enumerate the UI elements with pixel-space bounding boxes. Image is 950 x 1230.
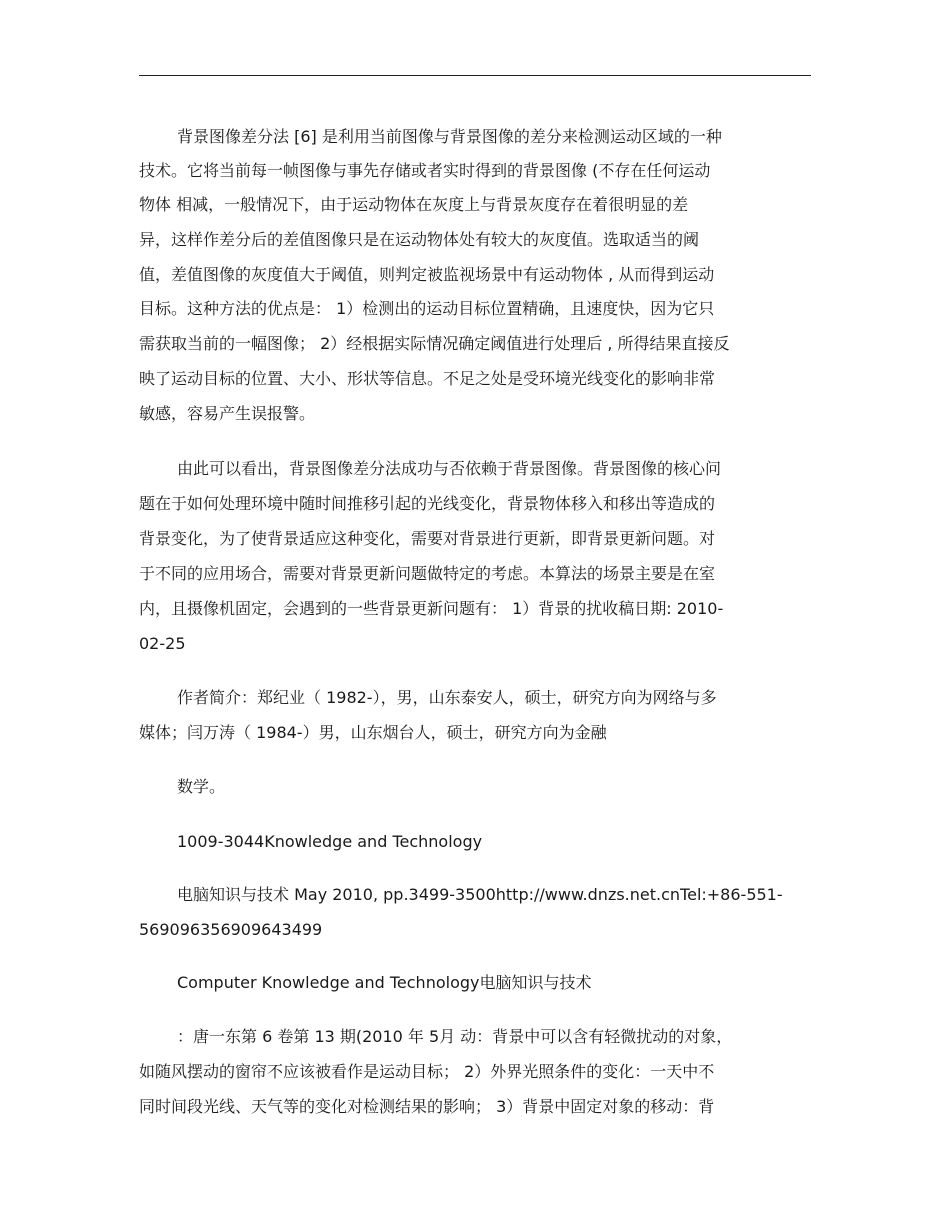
text-line: 同时间段光线、天气等的变化对检测结果的影响； 3）背景中固定对象的移动：背 bbox=[139, 1097, 715, 1116]
text-line: 需获取当前的一幅图像； 2）经根据实际情况确定阈值进行处理后 , 所得结果直接反 bbox=[139, 334, 730, 353]
text-line: 异，这样作差分后的差值图像只是在运动物体处有较大的灰度值。选取适当的阈 bbox=[139, 230, 700, 249]
text-line: 映了运动目标的位置、大小、形状等信息。不足之处是受环境光线变化的影响非常 bbox=[139, 369, 716, 388]
text-line: 目标。这种方法的优点是： 1）检测出的运动目标位置精确，且速度快，因为它只 bbox=[139, 299, 715, 318]
text-line: 由此可以看出，背景图像差分法成功与否依赖于背景图像。背景图像的核心问 bbox=[177, 459, 722, 478]
text-line: 物体 相减，一般情况下，由于运动物体在灰度上与背景灰度存在着很明显的差 bbox=[139, 195, 689, 214]
text-line: 02-25 bbox=[139, 634, 186, 653]
text-line: 背景图像差分法 [6] 是利用当前图像与背景图像的差分来检测运动区域的一种 bbox=[177, 127, 722, 146]
header-rule bbox=[139, 75, 811, 76]
text-line: 如随风摆动的窗帘不应该被看作是运动目标； 2）外界光照条件的变化：一天中不 bbox=[139, 1062, 715, 1081]
journal-info-line: 电脑知识与技术 May 2010, pp.3499-3500http://www.dnzs.net.cnTel:+86-551- bbox=[177, 885, 783, 904]
text-line: 数学。 bbox=[177, 777, 226, 796]
journal-info-line: 56909635690964349​9 bbox=[139, 920, 323, 939]
text-line: 背景变化，为了使背景适应这种变化，需要对背景进行更新，即背景更新问题。对 bbox=[139, 529, 716, 548]
text-line: 于不同的应用场合，需要对背景更新问题做特定的考虑。本算法的场景主要是在室 bbox=[139, 564, 716, 583]
text-line: 题在于如何处理环境中随时间推移引起的光线变化，背景物体移入和移出等造成的 bbox=[139, 494, 716, 513]
author-bio-line: 媒体；闫万涛（ 1984-）男，山东烟台人，硕士，研究方向为金融 bbox=[139, 723, 607, 742]
text-line: 敏感，容易产生误报警。 bbox=[139, 404, 316, 423]
text-line: 技术。它将当前每一帧图像与事先存储或者实时得到的背景图像 (不存在任何运动 bbox=[139, 161, 711, 180]
text-line: 值，差值图像的灰度值大于阈值，则判定被监视场景中有运动物体 , 从而得到运动 bbox=[139, 265, 715, 284]
journal-issn-line: 1009-3044Knowledge and Technology bbox=[177, 832, 483, 851]
text-line: ：唐一东第 6 卷第 13 期(2010 年 5月 动：背景中可以含有轻微扰动的对象， bbox=[177, 1027, 733, 1046]
journal-title-line: Computer Knowledge and Technology电脑知识与技术 bbox=[177, 973, 592, 992]
text-line: 内，且摄像机固定，会遇到的一些背景更新问题有： 1）背景的扰收稿日期: 2010- bbox=[139, 599, 724, 618]
author-bio-line: 作者简介：郑纪业（ 1982-），男，山东泰安人，硕士，研究方向为网络与多 bbox=[177, 688, 717, 707]
